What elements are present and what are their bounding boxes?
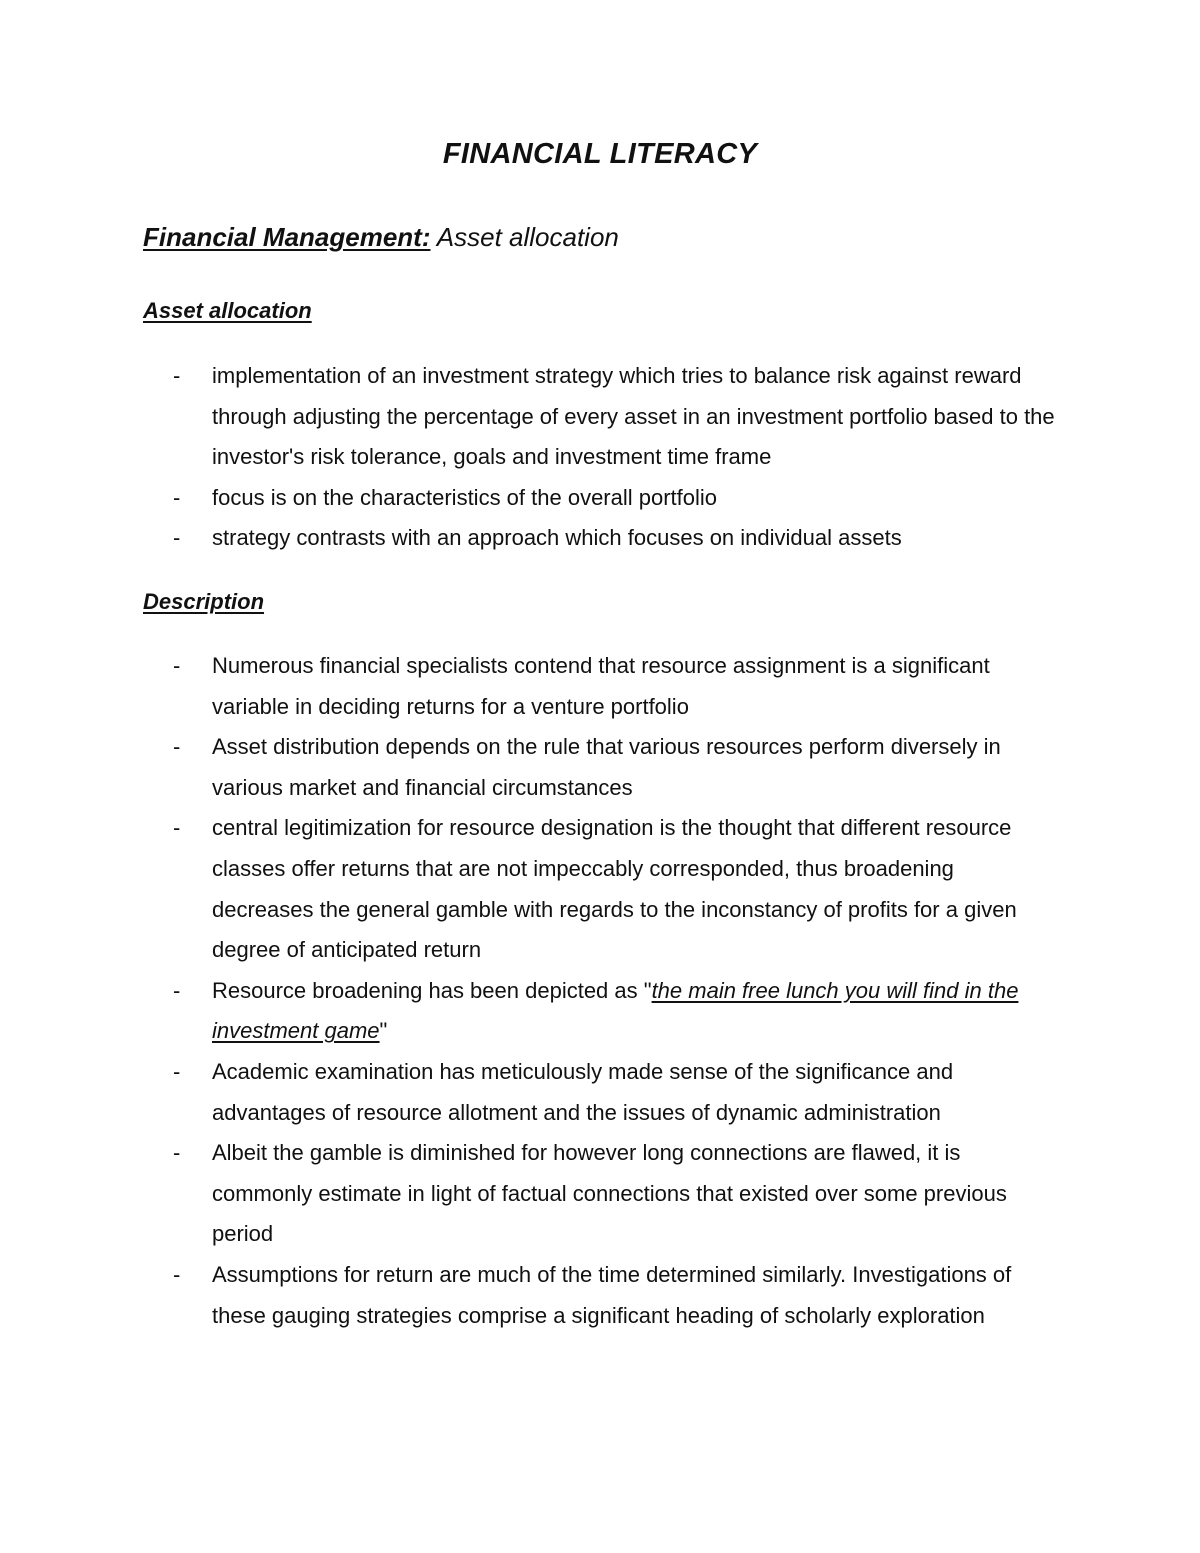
list-item-text: implementation of an investment strategy which tries to balance risk against reward through adjusting the percentage of every asset in an investment portfolio based to the investor's risk tolerance, goals and investment time frame xyxy=(212,363,1055,470)
list-item xyxy=(0,646,1200,727)
bullet-dash: - xyxy=(173,363,181,388)
bullet-dash: - xyxy=(173,815,181,841)
list-item-text: strategy contrasts with an approach which focuses on individual assets xyxy=(212,525,902,551)
bullet-dash: - xyxy=(173,1058,181,1084)
list-item xyxy=(0,971,1200,1052)
bullet-dash: - xyxy=(173,653,181,678)
subject-value: Asset allocation xyxy=(436,222,619,252)
list-item-text: Numerous financial specialists contend that resource assignment is a significant variable in deciding returns for a venture portfolio xyxy=(212,653,990,719)
document-title: FINANCIAL LITERACY xyxy=(442,138,758,170)
subject-label: Financial Management: xyxy=(143,222,431,252)
list-item-text: Assumptions for return are much of the time determined similarly. Investigations of these gauging strategies comprise a significant heading of scholarly exploration xyxy=(212,1261,1012,1328)
list-item-text: focus is on the characteristics of the overall portfolio xyxy=(212,484,718,510)
section-heading-asset-allocation: Asset allocation xyxy=(143,298,312,323)
list-item xyxy=(0,1133,1200,1255)
bullet-dash: - xyxy=(173,1140,181,1166)
quoted-phrase: the main free lunch you will find in the investment game xyxy=(212,977,1019,1044)
section-heading-description: Description xyxy=(143,589,265,614)
list-item-text: Asset distribution depends on the rule that various resources perform diversely in various market and financial circumstances xyxy=(212,734,1001,800)
bullet-dash: - xyxy=(173,734,181,760)
list-item xyxy=(0,356,1200,478)
list-item xyxy=(0,1255,1200,1336)
bullet-dash: - xyxy=(173,525,181,551)
list-item xyxy=(0,727,1200,808)
description-list xyxy=(0,646,1200,1336)
list-item-text: Albeit the gamble is diminished for however long connections are flawed, it is commonly estimate in light of factual connections that existed over some previous period xyxy=(212,1140,1007,1247)
list-item xyxy=(0,808,1200,970)
bullet-dash: - xyxy=(173,977,181,1003)
quote-suffix: " xyxy=(379,1018,388,1044)
quote-prefix: Resource broadening has been depicted as " xyxy=(212,977,652,1003)
list-item xyxy=(0,518,1200,559)
bullet-dash: - xyxy=(173,484,181,510)
bullet-dash: - xyxy=(173,1261,181,1287)
list-item-text: Academic examination has meticulously made sense of the significance and advantages of resource allotment and the issues of dynamic administration xyxy=(212,1058,954,1125)
subject-line xyxy=(143,222,619,253)
list-item-text: central legitimization for resource designation is the thought that different resource classes offer returns that are not impeccably corresponded, thus broadening decreases the general gamble with regards to the inconstancy of profits for a given degree of anticipated return xyxy=(212,815,1017,963)
asset-allocation-list xyxy=(0,356,1200,559)
list-item xyxy=(0,1052,1200,1133)
list-item xyxy=(0,478,1200,519)
